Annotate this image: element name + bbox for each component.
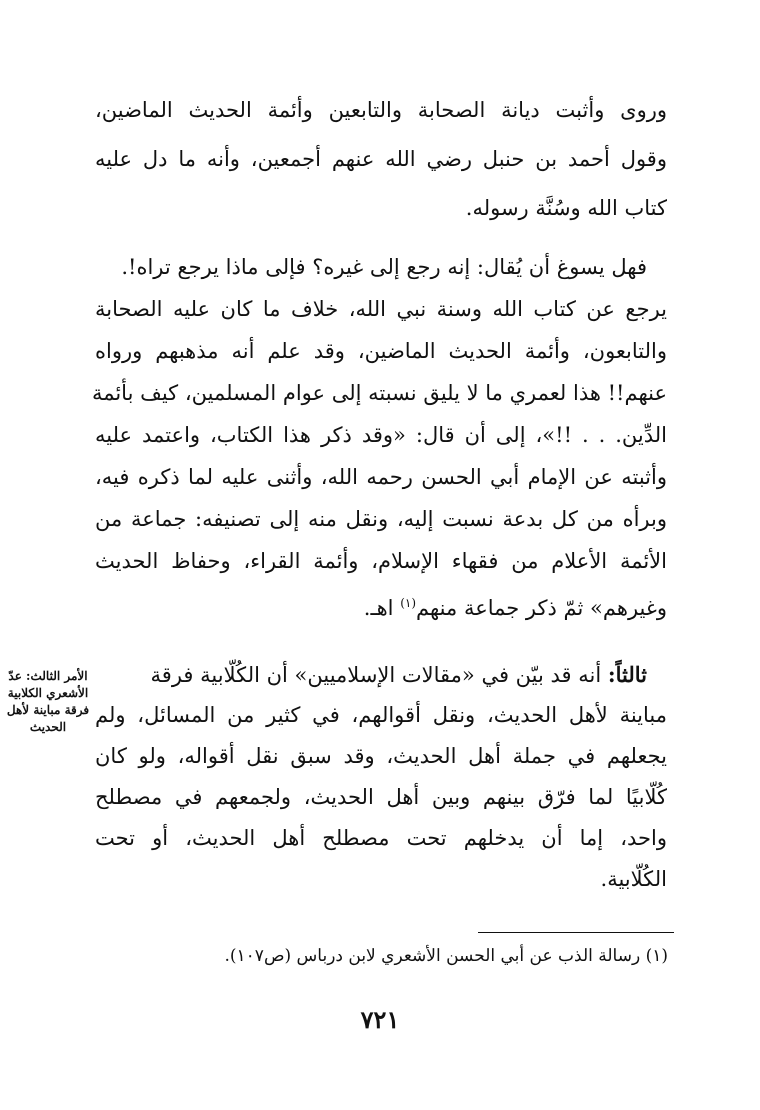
footnote-divider [478, 932, 674, 933]
text-line: كُلّابيًا لما فرّق بينهم وبين أهل الحديث، ولجمعهم في مصطلح [95, 785, 667, 809]
paragraph-2 [91, 252, 667, 652]
page-number: ٧٢١ [360, 1005, 400, 1034]
section-lead: ثالثاً: [607, 662, 647, 687]
paragraph-1 [95, 95, 667, 220]
paragraph-3 [95, 660, 667, 920]
text-line: كتاب الله وسُنَّة رسوله. [465, 196, 667, 220]
text-span: أنه قد بيّن في «مقالات الإسلاميين» أن الكُلّابية فرقة [150, 663, 608, 687]
text-line: وقول أحمد بن حنبل رضي الله عنهم أجمعين، وأنه ما دل عليه [95, 147, 667, 171]
text-line: الأئمة الأعلام من فقهاء الإسلام، وأئمة القراء، وحفاظ الحديث [95, 549, 667, 573]
text-line: يجعلهم في جملة أهل الحديث، وقد سبق نقل أقواله، ولو كان [95, 744, 667, 768]
text-line: وأثبته عن الإمام أبي الحسن رحمه الله، وأثنى عليه لما ذكره فيه، [95, 465, 667, 489]
text-line [364, 588, 667, 618]
margin-note-line: الأشعري الكلابية [7, 686, 89, 700]
text-line: الدِّين. . . !!»، إلى أن قال: «وقد ذكر هذا الكتاب، واعتمد عليه [95, 423, 667, 447]
text-span: وغيرهم» ثمّ ذكر جماعة منهم [416, 596, 667, 620]
text-line: الكُلّابية. [600, 867, 667, 891]
text-line: وروى وأثبت ديانة الصحابة والتابعين وأئمة الحديث الماضين، [95, 98, 667, 122]
text-line: يرجع عن كتاب الله وسنة نبي الله، خلاف ما كان عليه الصحابة [95, 297, 667, 321]
margin-note [6, 668, 90, 736]
text-line [95, 660, 647, 690]
footnote-marker: (١) [400, 596, 417, 610]
text-line: والتابعون، وأئمة الحديث الماضين، وقد علم أنه مذهبهم ورواه [95, 339, 667, 363]
text-line: فهل يسوغ أن يُقال: إنه رجع إلى غيره؟ فإلى ماذا يرجع تراه!. [121, 255, 647, 279]
margin-note-line: فرقة مباينة لأهل [6, 703, 90, 717]
margin-note-line: الحديث [29, 720, 67, 734]
footnote: (١) رسالة الذب عن أبي الحسن الأشعري لابن درباس (ص١٠٧). [224, 946, 668, 966]
text-line: وبرأه من كل بدعة نسبت إليه، ونقل منه إلى تصنيفه: جماعة من [95, 507, 667, 531]
text-span: اهـ. [363, 596, 401, 620]
margin-note-line: الأمر الثالث: عدّ [8, 669, 88, 683]
text-line: واحد، إما أن يدخلهم تحت مصطلح أهل الحديث، أو تحت [95, 826, 667, 850]
text-line: مباينة لأهل الحديث، ونقل أقوالهم، في كثير من المسائل، ولم [95, 703, 667, 727]
text-line: عنهم!! هذا لعمري ما لا يليق نسبته إلى عوام المسلمين، كيف بأئمة [91, 381, 667, 405]
